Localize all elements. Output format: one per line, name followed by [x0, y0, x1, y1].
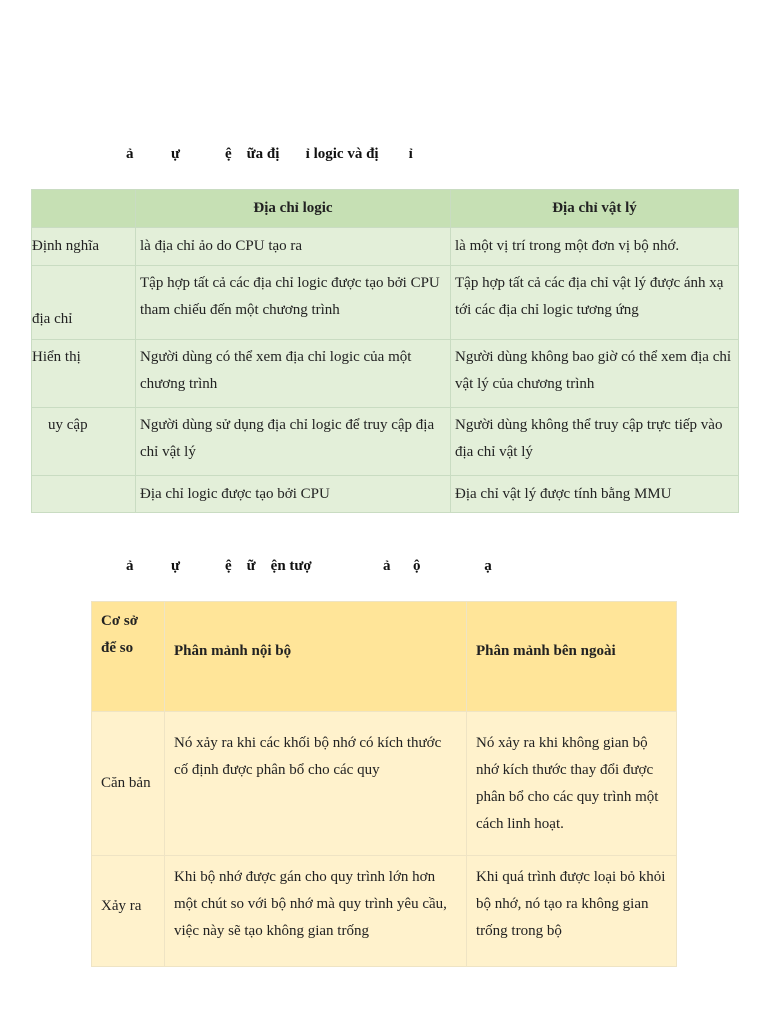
row-label: Xảy ra	[92, 856, 165, 967]
section2-heading: ả ự ệ ữ ện tượ ả ộ ạ	[126, 558, 492, 574]
table-cell: Địa chỉ logic được tạo bởi CPU	[136, 476, 451, 513]
table-cell: là địa chỉ ảo do CPU tạo ra	[136, 228, 451, 266]
section1-heading: ả ự ệ ữa đị ỉ logic và đị ỉ	[126, 146, 413, 162]
table-cell: Người dùng sử dụng địa chỉ logic để truy cập địa chỉ vật lý	[136, 408, 451, 476]
row-label: địa chỉ	[32, 266, 136, 340]
row-label: Định nghĩa	[32, 228, 136, 266]
row-label: Hiển thị	[32, 340, 136, 408]
table-row	[32, 340, 739, 408]
header-basis: Cơ sở để so	[92, 602, 165, 712]
fragmentation-comparison-table	[91, 601, 677, 967]
table-cell: Tập hợp tất cả các địa chỉ logic được tạo bởi CPU tham chiếu đến một chương trình	[136, 266, 451, 340]
table-cell: Nó xảy ra khi các khối bộ nhớ có kích thước cố định được phân bổ cho các quy	[165, 712, 467, 856]
table-row	[32, 266, 739, 340]
table-row	[32, 228, 739, 266]
header-cell-empty	[32, 190, 136, 228]
table-cell: Nó xảy ra khi không gian bộ nhớ kích thước thay đổi được phân bổ cho các quy trình một cách linh hoạt.	[467, 712, 677, 856]
row-label: uy cập	[32, 408, 136, 476]
table-cell: Tập hợp tất cả các địa chỉ vật lý được ánh xạ tới các địa chỉ logic tương ứng	[451, 266, 739, 340]
table-cell: là một vị trí trong một đơn vị bộ nhớ.	[451, 228, 739, 266]
header-internal-fragmentation: Phân mảnh nội bộ	[165, 602, 467, 712]
table-cell: Người dùng không bao giờ có thể xem địa chỉ vật lý của chương trình	[451, 340, 739, 408]
header-logical-address: Địa chỉ logic	[136, 190, 451, 228]
table-cell: Địa chỉ vật lý được tính bằng MMU	[451, 476, 739, 513]
header-external-fragmentation: Phân mảnh bên ngoài	[467, 602, 677, 712]
table-header-row	[32, 190, 739, 228]
table-row	[32, 408, 739, 476]
table-cell: Khi quá trình được loại bỏ khỏi bộ nhớ, nó tạo ra không gian trống trong bộ	[467, 856, 677, 967]
table-row	[32, 476, 739, 513]
table-cell: Khi bộ nhớ được gán cho quy trình lớn hơn một chút so với bộ nhớ mà quy trình yêu cầu, việc này sẽ tạo không gian trống	[165, 856, 467, 967]
table-header-row	[92, 602, 677, 712]
table-cell: Người dùng có thể xem địa chỉ logic của một chương trình	[136, 340, 451, 408]
row-label	[32, 476, 136, 513]
header-physical-address: Địa chỉ vật lý	[451, 190, 739, 228]
row-label: Căn bản	[92, 712, 165, 856]
table-row	[92, 856, 677, 967]
table-cell: Người dùng không thể truy cập trực tiếp vào địa chỉ vật lý	[451, 408, 739, 476]
logical-vs-physical-address-table	[31, 189, 739, 513]
table-row	[92, 712, 677, 856]
